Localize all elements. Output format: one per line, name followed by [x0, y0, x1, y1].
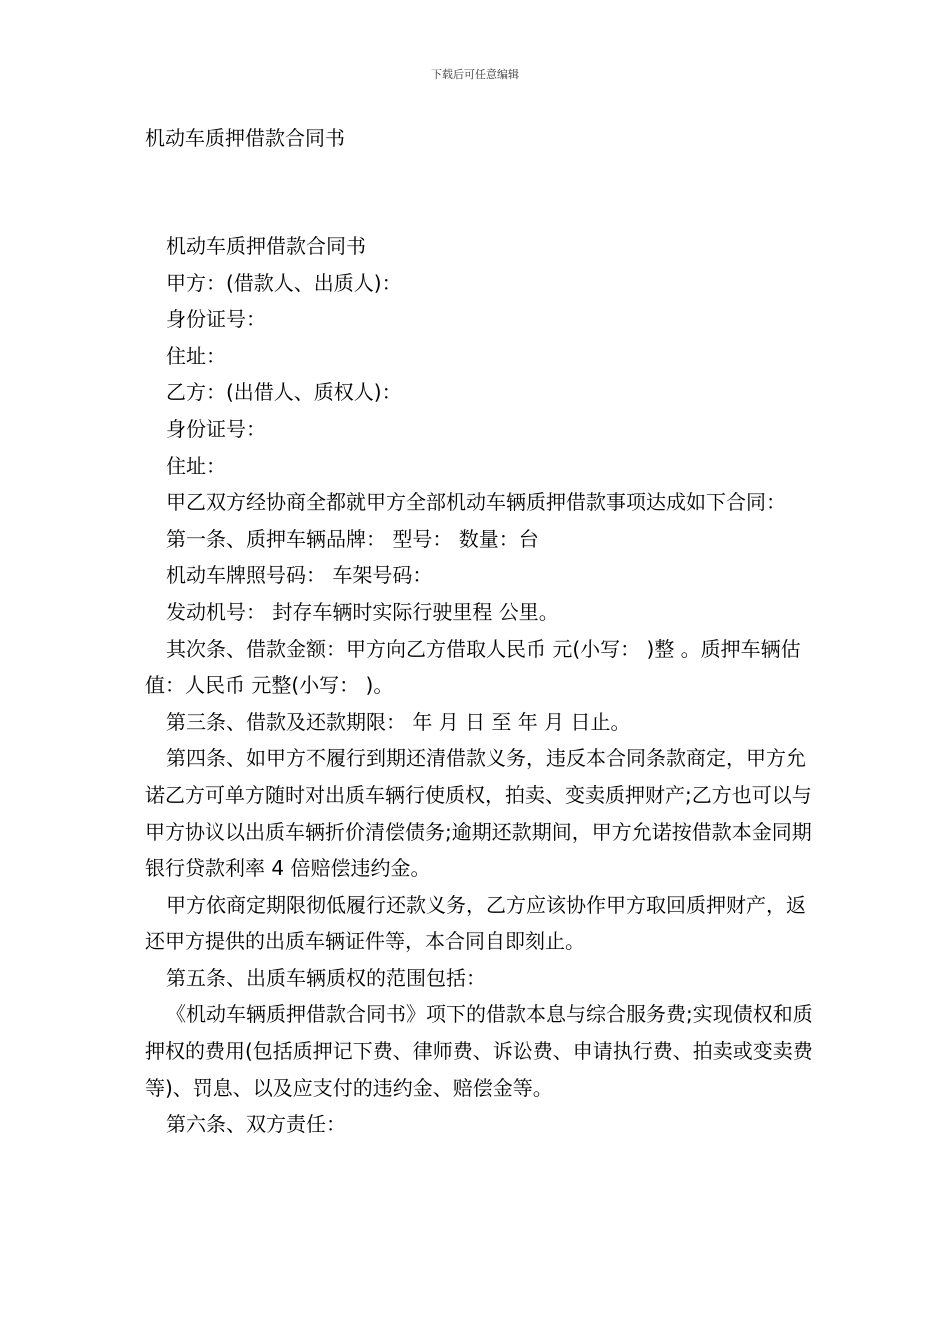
contract-heading: 机动车质押借款合同书	[166, 234, 366, 258]
article-6-paragraph: 第六条、双方责任：	[166, 1112, 346, 1137]
scope-paragraph: 《机动车辆质押借款合同书》项下的借款本息与综合服务费;实现债权和质押权的费用(包括质押记下费、律师费、诉讼费、申请执行费、拍卖或变卖费等)、罚息、以及应支付的违约金、赔偿金等。	[145, 1002, 813, 1100]
article-2-paragraph: 其次条、借款金额：甲方向乙方借取人民币 元(小写： )整 。质押车辆估值：人民币 元整(小写： )。	[145, 636, 801, 698]
party-a-id-line: 身份证号：	[166, 307, 266, 332]
plate-frame-line: 机动车牌照号码： 车架号码：	[166, 563, 433, 588]
repayment-paragraph: 甲方依商定期限彻低履行还款义务，乙方应该协作甲方取回质押财产，返还甲方提供的出质车辆证件等，本合同自即刻止。	[145, 892, 806, 954]
party-b-line: 乙方：(出借人、质权人)：	[166, 380, 402, 405]
document-body	[145, 228, 817, 1143]
preamble-paragraph: 甲乙双方经协商全都就甲方全部机动车辆质押借款事项达成如下合同：	[166, 490, 786, 515]
party-b-address-line: 住址：	[166, 453, 226, 478]
article-3-paragraph: 第三条、借款及还款期限： 年 月 日 至 年 月 日止。	[166, 709, 631, 734]
document-title: 机动车质押借款合同书	[145, 126, 345, 150]
article-1-paragraph: 第一条、质押车辆品牌： 型号： 数量：台	[166, 526, 539, 551]
article-4-paragraph: 第四条、如甲方不履行到期还清借款义务，违反本合同条款商定，甲方允诺乙方可单方随时对出质车辆行使质权，拍卖、变卖质押财产;乙方也可以与甲方协议以出质车辆折价清偿债务;逾期还款期间，甲方允诺按借款本金同期银行贷款利率 4 倍赔偿违约金。	[145, 746, 812, 881]
page-header: 下载后可任意编辑	[431, 68, 519, 81]
party-a-line: 甲方：(借款人、出质人)：	[166, 270, 402, 295]
engine-mileage-line: 发动机号： 封存车辆时实际行驶里程 公里。	[166, 599, 559, 624]
party-b-id-line: 身份证号：	[166, 416, 266, 441]
party-a-address-line: 住址：	[166, 343, 226, 368]
article-5-paragraph: 第五条、出质车辆质权的范围包括：	[166, 965, 486, 990]
